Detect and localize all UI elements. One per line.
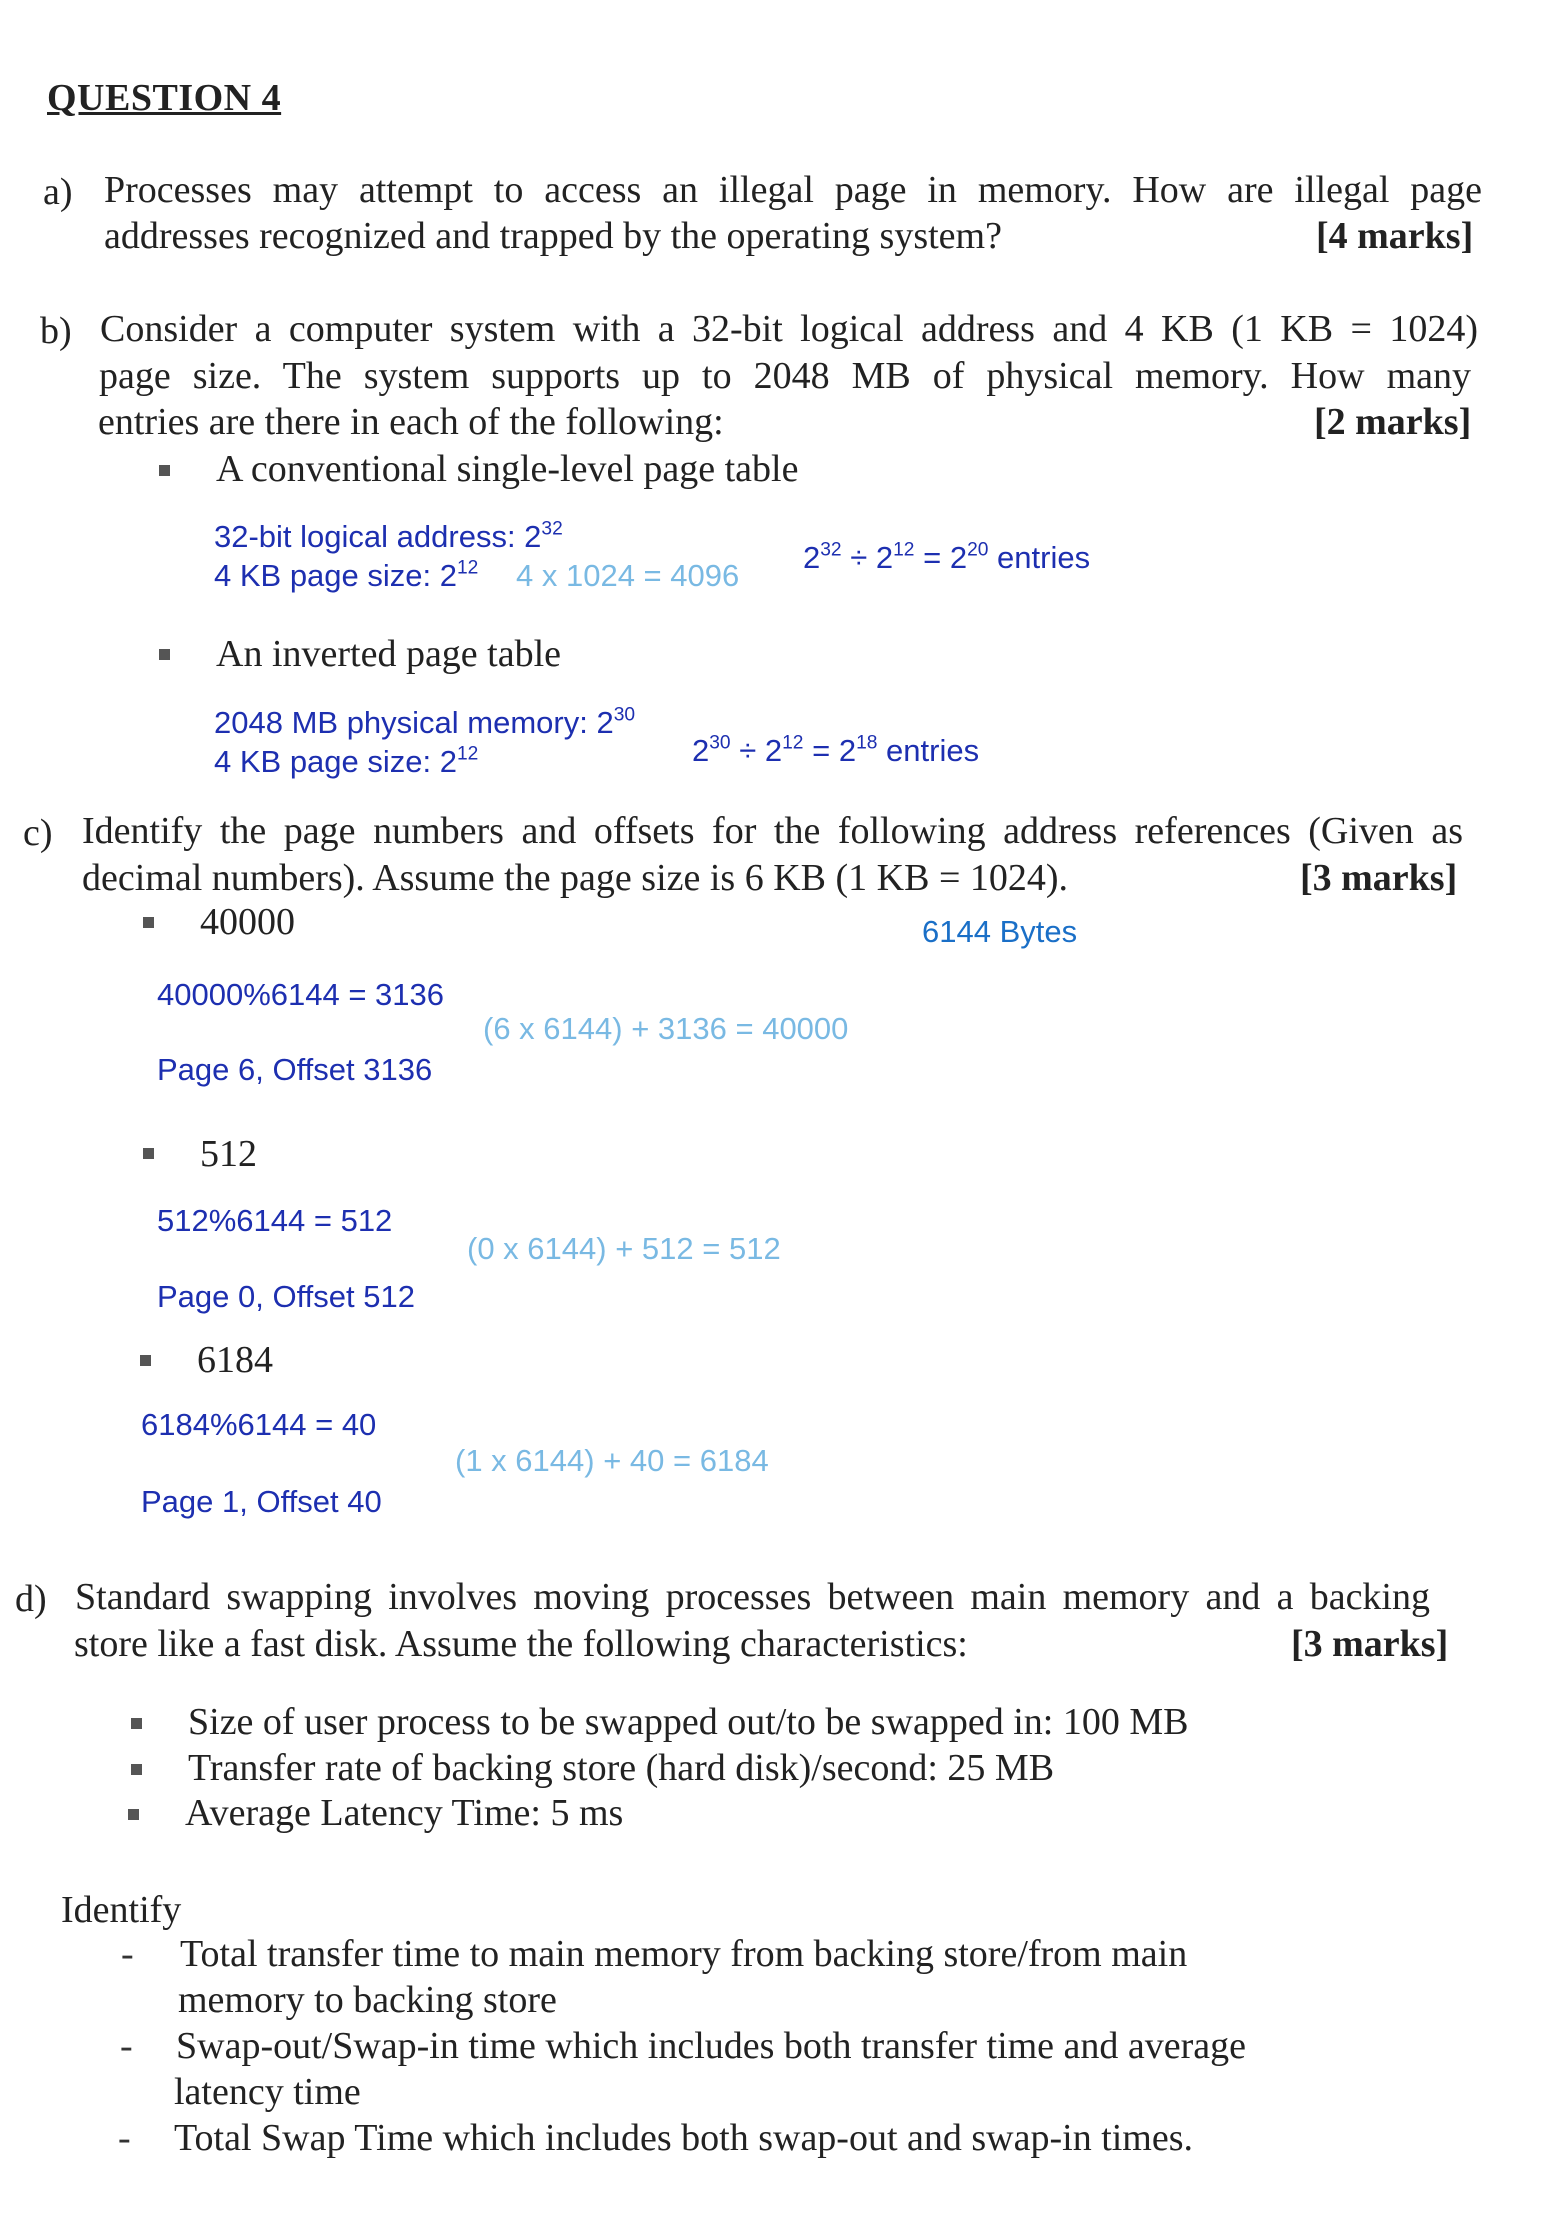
part-d-characteristic-1: Size of user process to be swapped out/to be swapped in: 100 MB (188, 1701, 1189, 1743)
part-d-line2: store like a fast disk. Assume the following characteristics: (74, 1623, 968, 1665)
part-d-task2-line1: Swap-out/Swap-in time which includes both transfer time and average (176, 2025, 1247, 2067)
part-c-item1-result: Page 6, Offset 3136 (157, 1052, 433, 1087)
part-b-answer2-line2: 4 KB page size: $2^{12}$ (214, 743, 479, 779)
bullet-icon (143, 1148, 154, 1159)
part-c-label: c) (23, 812, 53, 854)
part-b-answer1-line2: 4 KB page size: $2^{12}$ (214, 557, 479, 593)
part-d-marks: [3 marks] (1291, 1623, 1449, 1665)
bullet-icon (131, 1764, 142, 1775)
part-d-task3-line1: Total Swap Time which includes both swap-out and swap-in times. (174, 2117, 1194, 2159)
part-b-bullet1: A conventional single-level page table (216, 448, 799, 490)
part-d-characteristic-3: Average Latency Time: 5 ms (185, 1792, 624, 1834)
part-a-marks: [4 marks] (1316, 215, 1474, 257)
question-title: QUESTION 4 (47, 77, 282, 119)
part-b-label: b) (40, 310, 72, 352)
part-c-page-bytes-note: 6144 Bytes (922, 914, 1078, 949)
part-c-item1-address: 40000 (200, 901, 295, 943)
part-b-line1: Consider a computer system with a 32-bit logical address and 4 KB (1 KB = 1024) (100, 308, 1478, 350)
bullet-icon (143, 917, 154, 928)
bullet-icon (128, 1809, 139, 1820)
part-b-bullet2: An inverted page table (216, 633, 562, 675)
part-c-item3-calc: 6184%6144 = 40 (141, 1407, 377, 1442)
dash-icon: - (120, 2025, 133, 2067)
dash-icon: - (118, 2117, 131, 2159)
bullet-icon (140, 1355, 151, 1366)
part-a-label: a) (43, 171, 73, 213)
part-c-item2-calc: 512%6144 = 512 (157, 1203, 393, 1238)
part-d-label: d) (15, 1578, 47, 1620)
part-b-answer1-result: $2^{32} \div 2^{12} = 2^{20}$ entries (803, 539, 1091, 575)
part-c-item3-result: Page 1, Offset 40 (141, 1484, 382, 1519)
part-b-answer2-result: $2^{30} \div 2^{12} = 2^{18}$ entries (692, 732, 980, 768)
part-b-answer1-line1: 32-bit logical address: $2^{32}$ (214, 518, 563, 554)
part-c-marks: [3 marks] (1300, 857, 1458, 899)
part-b-answer1-note: 4 x 1024 = 4096 (516, 558, 740, 593)
part-d-line1: Standard swapping involves moving processes between main memory and a backing (75, 1576, 1430, 1618)
part-a-line2: addresses recognized and trapped by the operating system? (104, 215, 1002, 257)
part-b-line2: page size. The system supports up to 2048 MB of physical memory. How many (99, 355, 1471, 397)
part-c-item1-calc: 40000%6144 = 3136 (157, 977, 445, 1012)
part-c-item2-address: 512 (200, 1133, 257, 1175)
bullet-icon (131, 1718, 142, 1729)
part-b-marks: [2 marks] (1314, 401, 1472, 443)
part-c-item3-address: 6184 (197, 1339, 273, 1381)
dash-icon: - (121, 1933, 134, 1975)
part-c-line2: decimal numbers). Assume the page size is 6 KB (1 KB = 1024). (82, 857, 1069, 899)
part-d-task1-line1: Total transfer time to main memory from backing store/from main (180, 1933, 1188, 1975)
part-d-task2-line2: latency time (174, 2071, 361, 2113)
part-c-item2-check: (0 x 6144) + 512 = 512 (467, 1231, 781, 1266)
bullet-icon (159, 465, 170, 476)
bullet-icon (159, 649, 170, 660)
part-c-line1: Identify the page numbers and offsets for the following address references (Given as (82, 810, 1463, 852)
part-d-identify-label: Identify (61, 1889, 182, 1931)
part-c-item3-check: (1 x 6144) + 40 = 6184 (455, 1443, 769, 1478)
part-d-task1-line2: memory to backing store (178, 1979, 557, 2021)
part-c-item2-result: Page 0, Offset 512 (157, 1279, 415, 1314)
part-d-characteristic-2: Transfer rate of backing store (hard disk)/second: 25 MB (188, 1747, 1055, 1789)
part-b-line3: entries are there in each of the following: (98, 401, 724, 443)
part-a-line1: Processes may attempt to access an illegal page in memory. How are illegal page (104, 169, 1482, 211)
part-b-answer2-line1: 2048 MB physical memory: $2^{30}$ (214, 704, 636, 740)
part-c-item1-check: (6 x 6144) + 3136 = 40000 (483, 1011, 849, 1046)
